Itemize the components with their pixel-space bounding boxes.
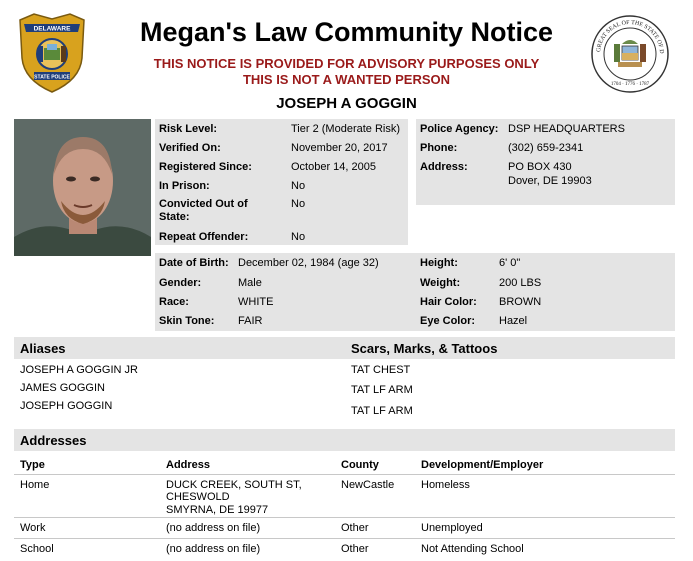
column-header-type: Type [20,459,45,471]
skin-tone-label: Skin Tone: [159,315,215,327]
in-prison-value: No [291,180,306,192]
address-type: School [20,543,54,555]
addresses-heading: Addresses [20,433,87,448]
offender-photo [14,119,151,256]
address-type: Work [20,522,46,534]
risk-level-value: Tier 2 (Moderate Risk) [291,123,401,135]
alias-item: JOSEPH GOGGIN [20,400,113,412]
registration-panel [155,119,408,245]
phone-label: Phone: [420,142,458,154]
address-line: DUCK CREEK, SOUTH ST, [166,479,302,491]
height-label: Height: [420,257,458,269]
eye-color-label: Eye Color: [420,315,476,327]
risk-level-label: Risk Level: [159,123,218,135]
offender-name: JOSEPH A GOGGIN [276,95,417,112]
column-header-county: County [341,459,379,471]
address-employer: Not Attending School [421,543,524,555]
aliases-scars-header-bar [14,337,675,359]
scars-heading: Scars, Marks, & Tattoos [351,341,498,356]
police-agency-value: DSP HEADQUARTERS [508,123,625,135]
convicted-out-value: No [291,198,306,210]
agency-panel [416,119,675,205]
physical-description-panel [155,253,675,331]
race-label: Race: [159,296,189,308]
agency-address-line-2: Dover, DE 19903 [508,175,592,187]
delaware-state-seal-logo [590,14,670,94]
svg-text:1704 · 1776 · 1787: 1704 · 1776 · 1787 [610,82,650,87]
verified-on-label: Verified On: [159,142,221,154]
repeat-offender-value: No [291,231,306,243]
verified-on-value: November 20, 2017 [291,142,388,154]
eye-color-value: Hazel [499,315,528,327]
phone-value: (302) 659-2341 [508,142,584,154]
scar-item: TAT CHEST [351,364,411,376]
weight-label: Weight: [420,277,461,289]
address-county: NewCastle [341,479,395,491]
table-divider [14,517,675,518]
column-header-employer: Development/Employer [421,459,544,471]
svg-text:DELAWARE: DELAWARE [33,25,71,33]
scar-item: TAT LF ARM [351,405,413,417]
in-prison-label: In Prison: [159,180,210,192]
address-county: Other [341,522,369,534]
addresses-header-bar [14,429,675,451]
race-value: WHITE [238,296,274,308]
address-line: (no address on file) [166,543,261,555]
svg-text:GREAT SEAL OF THE STATE OF DEL: GREAT SEAL OF THE STATE OF D [596,19,665,54]
scar-item: TAT LF ARM [351,384,413,396]
alias-item: JAMES GOGGIN [20,382,105,394]
address-line: (no address on file) [166,522,261,534]
address-type: Home [20,479,50,491]
police-agency-label: Police Agency: [420,123,499,135]
gender-label: Gender: [159,277,202,289]
repeat-offender-label: Repeat Offender: [159,231,249,243]
agency-address-line-1: PO BOX 430 [508,161,572,173]
address-line: CHESWOLD [166,491,230,503]
convicted-out-label: Convicted Out of State: [159,198,248,223]
hair-color-value: BROWN [499,296,542,308]
table-divider [14,474,675,475]
advisory-warning-line-1: THIS NOTICE IS PROVIDED FOR ADVISORY PURPOSES ONLY [153,56,540,71]
page-title: Megan's Law Community Notice [140,17,553,47]
address-employer: Homeless [421,479,470,491]
alias-item: JOSEPH A GOGGIN JR [20,364,138,376]
gender-value: Male [238,277,262,289]
svg-text:STATE POLICE: STATE POLICE [34,74,70,81]
address-county: Other [341,543,369,555]
registered-since-value: October 14, 2005 [291,161,377,173]
address-employer: Unemployed [421,522,483,534]
weight-value: 200 LBS [499,277,542,289]
table-divider [14,538,675,539]
hair-color-label: Hair Color: [420,296,477,308]
address-label: Address: [420,161,468,173]
registered-since-label: Registered Since: [159,161,252,173]
dob-value: December 02, 1984 (age 32) [238,257,379,269]
dob-label: Date of Birth: [159,257,229,269]
column-header-address: Address [166,459,211,471]
address-line: SMYRNA, DE 19977 [166,504,269,516]
height-value: 6' 0" [499,257,521,269]
aliases-heading: Aliases [20,341,66,356]
skin-tone-value: FAIR [238,315,263,327]
advisory-warning-line-2: THIS IS NOT A WANTED PERSON [242,72,451,87]
